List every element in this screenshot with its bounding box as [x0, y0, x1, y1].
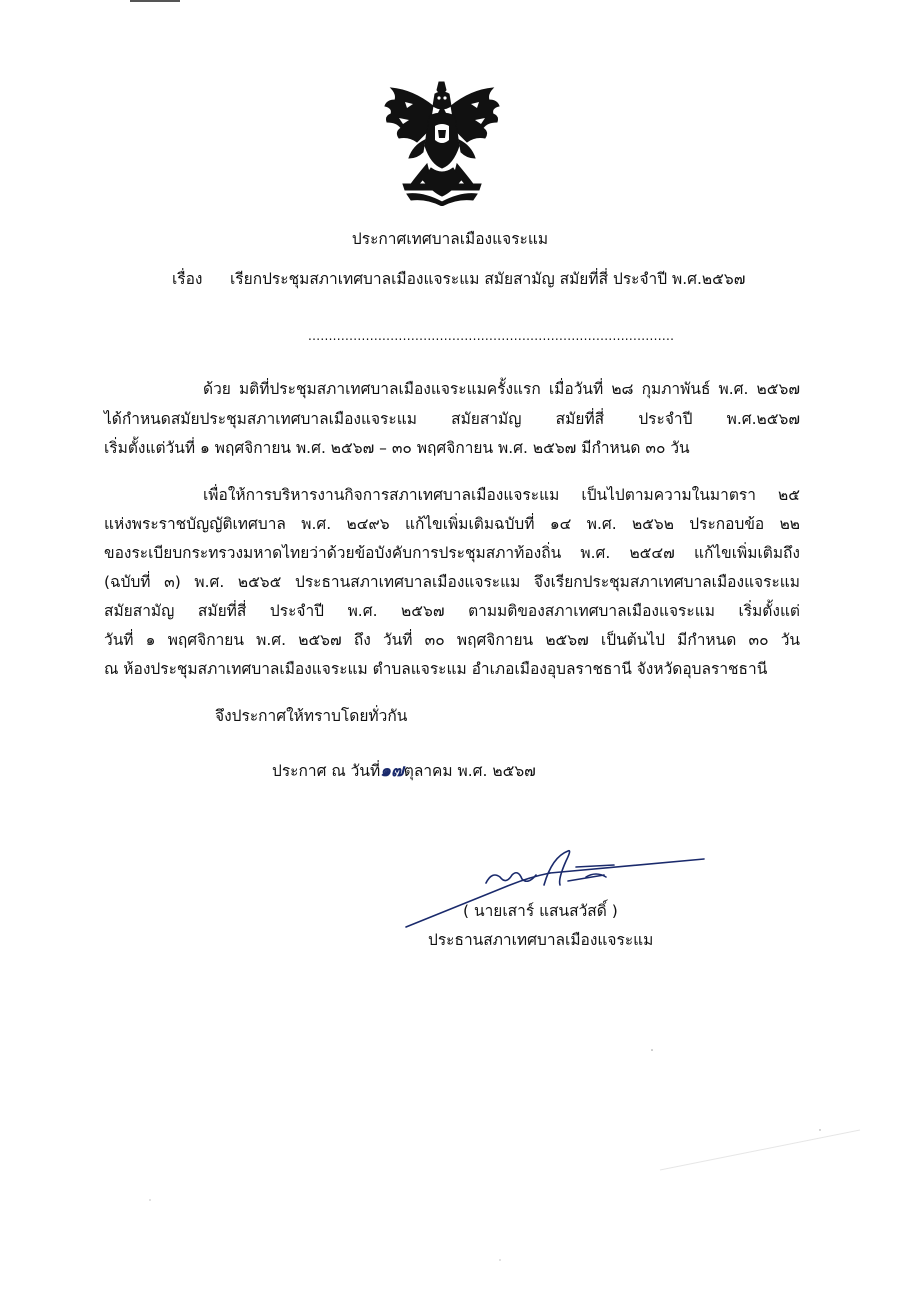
- paragraph2-line: (ฉบับที่ ๓) พ.ศ. ๒๕๖๕ ประธานสภาเทศบาลเมืองแจระแม จึงเรียกประชุมสภาเทศบาลเมืองแจระแม: [104, 573, 800, 591]
- subject-text: เรียกประชุมสภาเทศบาลเมืองแจระแม สมัยสามัญ สมัยที่สี่ ประจำปี พ.ศ.๒๕๖๗: [230, 270, 746, 288]
- subject-line: [172, 269, 745, 289]
- scan-edge-mark: [130, 0, 180, 2]
- date-prefix: ประกาศ ณ วันที่: [272, 762, 381, 780]
- paragraph1-line: ได้กำหนดสมัยประชุมสภาเทศบาลเมืองแจระแม สมัยสามัญ สมัยที่สี่ ประจำปี พ.ศ.๒๕๖๗: [104, 410, 800, 428]
- paragraph2-line: ณ ห้องประชุมสภาเทศบาลเมืองแจระแม ตำบลแจระแม อำเภอเมืองอุบลราชธานี จังหวัดอุบลราชธานี: [104, 660, 768, 678]
- paragraph2-line: ของระเบียบกระทรวงมหาดไทยว่าด้วยข้อบังคับการประชุมสภาท้องถิ่น พ.ศ. ๒๕๔๗ แก้ไขเพิ่มเติมถึง: [104, 544, 800, 562]
- paragraph2-line: แห่งพระราชบัญญัติเทศบาล พ.ศ. ๒๔๙๖ แก้ไขเพิ่มเติมฉบับที่ ๑๔ พ.ศ. ๒๕๖๒ ประกอบข้อ ๒๒: [104, 515, 800, 533]
- paragraph1-line: ด้วย มติที่ประชุมสภาเทศบาลเมืองแจระแมครั้งแรก เมื่อวันที่ ๒๘ กุมภาพันธ์ พ.ศ. ๒๕๖๗: [203, 380, 800, 398]
- announcement-date: [272, 761, 536, 781]
- paragraph2-line: สมัยสามัญ สมัยที่สี่ ประจำปี พ.ศ. ๒๕๖๗ ตามมติของสภาเทศบาลเมืองแจระแม เริ่มตั้งแต่: [104, 602, 800, 620]
- paragraph2-line: วันที่ ๑ พฤศจิกายน พ.ศ. ๒๕๖๗ ถึง วันที่ ๓๐ พฤศจิกายน ๒๕๖๗ เป็นต้นไป มีกำหนด ๓๐ วัน: [104, 631, 800, 649]
- signer-name: ( นายเสาร์ แสนสวัสดิ์ ): [463, 902, 618, 920]
- subject-label: เรื่อง: [172, 270, 203, 288]
- date-suffix: ตุลาคม พ.ศ. ๒๕๖๗: [403, 762, 536, 780]
- paragraph2-line: เพื่อให้การบริหารงานกิจการสภาเทศบาลเมืองแจระแม เป็นไปตามความในมาตรา ๒๕: [203, 486, 800, 504]
- handwritten-signature-icon: [400, 845, 710, 935]
- separator-dots: .........................................................................................: [308, 329, 675, 343]
- signer-position: ประธานสภาเทศบาลเมืองแจระแม: [428, 931, 654, 949]
- garuda-emblem-icon: [383, 80, 501, 206]
- announcement-title: ประกาศเทศบาลเมืองแจระแม: [351, 230, 549, 248]
- notice-line: จึงประกาศให้ทราบโดยทั่วกัน: [215, 707, 408, 725]
- date-day-handwritten: ๑๗: [380, 761, 404, 781]
- paragraph1-line: เริ่มตั้งแต่วันที่ ๑ พฤศจิกายน พ.ศ. ๒๕๖๗ – ๓๐ พฤศจิกายน พ.ศ. ๒๕๖๗ มีกำหนด ๓๐ วัน: [104, 439, 690, 457]
